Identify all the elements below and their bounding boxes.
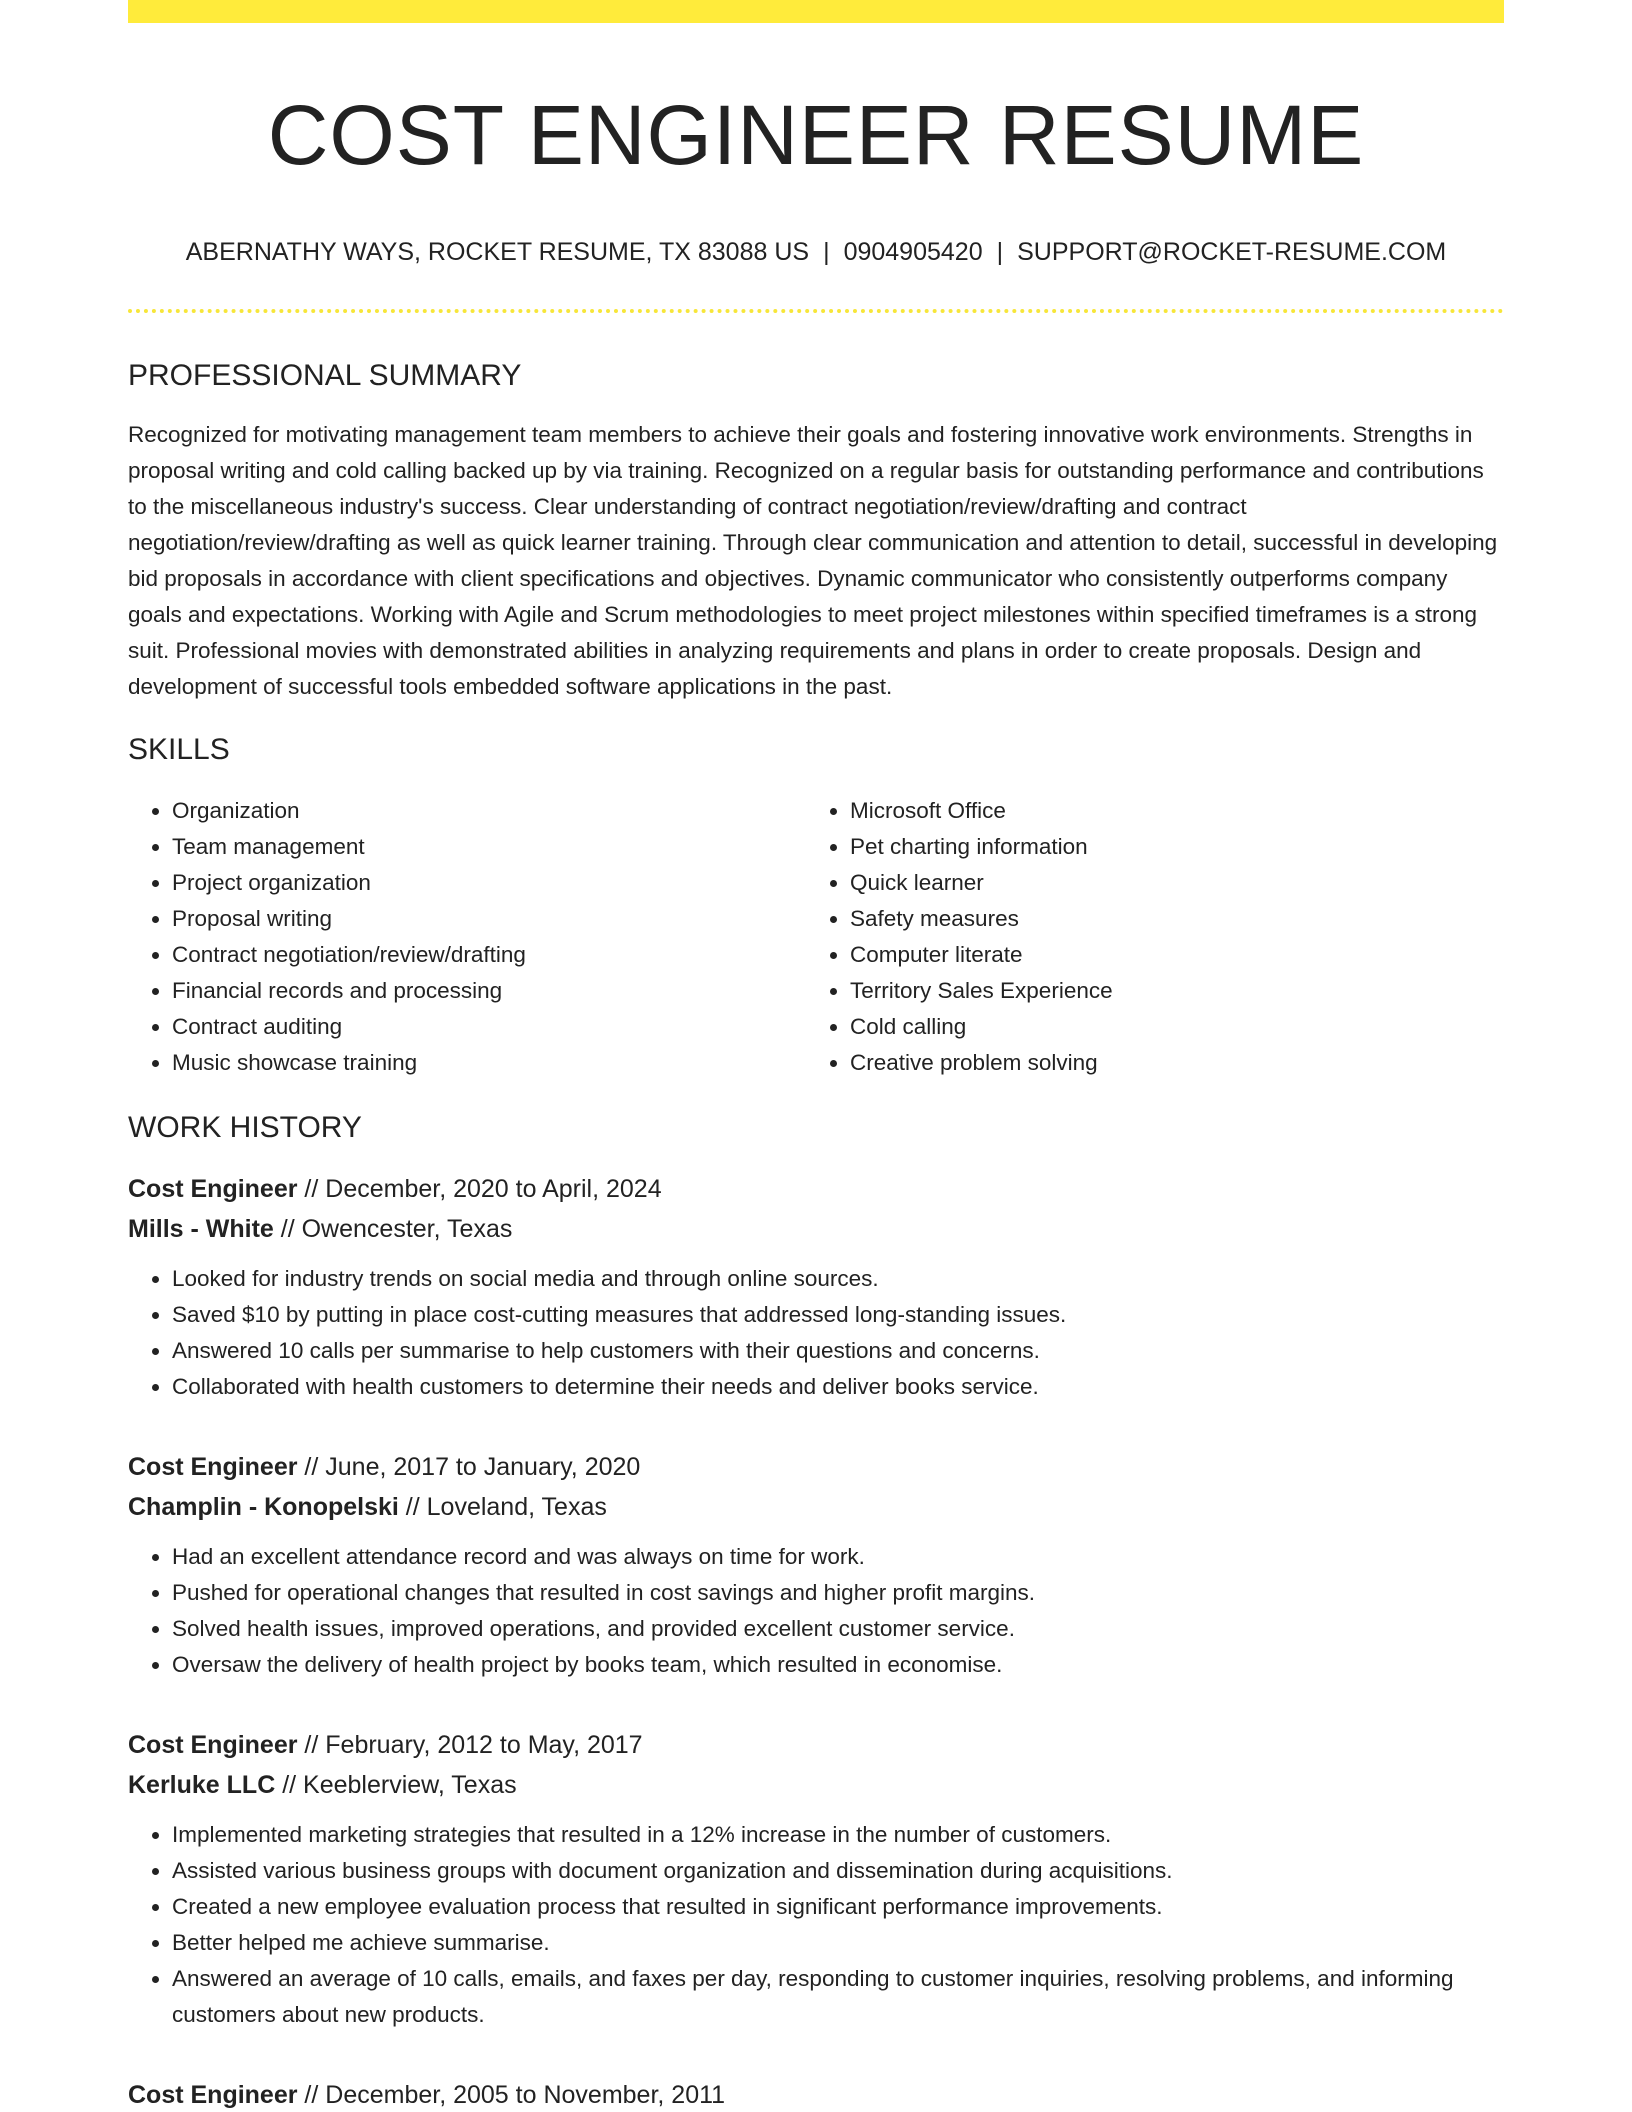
skill-item: • Music showcase training	[172, 1045, 806, 1081]
job-bullet: • Saved $10 by putting in place cost-cutting measures that addressed long-standing issues.	[172, 1297, 1504, 1333]
job-company: Champlin - Konopelski	[128, 1493, 399, 1521]
job-title: Cost Engineer	[128, 1175, 298, 1203]
job-bullet: • Had an excellent attendance record and was always on time for work.	[172, 1539, 1504, 1575]
skill-item: • Organization	[172, 793, 806, 829]
job-dates: // December, 2005 to November, 2011	[297, 2081, 726, 2109]
summary-heading: PROFESSIONAL SUMMARY	[128, 359, 522, 392]
work-history-heading: WORK HISTORY	[128, 1111, 362, 1144]
job-bullet: • Looked for industry trends on social media and through online sources.	[172, 1261, 1504, 1297]
resume-content	[128, 23, 1504, 2112]
skills-columns	[128, 793, 1504, 1081]
job-dates: // February, 2012 to May, 2017	[297, 1731, 643, 1759]
skill-item: • Computer literate	[850, 937, 1484, 973]
page-title: COST ENGINEER RESUME	[267, 88, 1365, 182]
job-location: // Loveland, Texas	[398, 1493, 607, 1521]
job-bullet: • Oversaw the delivery of health project by books team, which resulted in economise.	[172, 1647, 1504, 1683]
contact-line	[128, 235, 1504, 269]
skills-list-right	[806, 793, 1484, 1081]
job-bullet: • Answered an average of 10 calls, emails, and faxes per day, responding to customer inquiries, resolving problems, and informing customers about new products.	[172, 1961, 1504, 2033]
job-bullet: • Collaborated with health customers to determine their needs and deliver books service.	[172, 1369, 1504, 1405]
work-history-list	[128, 1169, 1504, 2112]
skills-list-left	[128, 793, 806, 1081]
job-title-line	[128, 2075, 1504, 2112]
skills-heading: SKILLS	[128, 733, 230, 766]
job-entry	[128, 2075, 1504, 2112]
skill-item: • Contract auditing	[172, 1009, 806, 1045]
skill-item: • Pet charting information	[850, 829, 1484, 865]
job-entry	[128, 1447, 1504, 1683]
skill-item: • Proposal writing	[172, 901, 806, 937]
job-entry	[128, 1725, 1504, 2033]
skill-item: • Financial records and processing	[172, 973, 806, 1009]
contact-email: SUPPORT@ROCKET-RESUME.COM	[1017, 238, 1447, 266]
job-dates: // December, 2020 to April, 2024	[297, 1175, 662, 1203]
accent-bar	[128, 0, 1504, 23]
skill-item: • Team management	[172, 829, 806, 865]
job-bullet: • Answered 10 calls per summarise to help customers with their questions and concerns.	[172, 1333, 1504, 1369]
job-title: Cost Engineer	[128, 2081, 298, 2109]
job-dates: // June, 2017 to January, 2020	[297, 1453, 641, 1481]
job-bullet-list	[128, 1539, 1504, 1683]
skill-item: • Project organization	[172, 865, 806, 901]
job-company: Kerluke LLC	[128, 1771, 276, 1799]
summary-text: Recognized for motivating management team members to achieve their goals and fostering innovative work environments. Strengths in proposal writing and cold calling backed up by via training. Recognized on a regular basis for outstanding performance and contributions to the miscellaneous industry's success. Clear understanding of contract negotiation/review/drafting and contract negotiation/review/drafting as well as quick learner training. Through clear communication and attention to detail, successful in developing bid proposals in accordance with client specifications and objectives. Dynamic communicator who consistently outperforms company goals and expectations. Working with Agile and Scrum methodologies to meet project milestones within specified timeframes is a strong suit. Professional movies with demonstrated abilities in analyzing requirements and plans in order to create proposals. Design and development of successful tools embedded software applications in the past.	[128, 422, 1498, 699]
job-title-line	[128, 1169, 1504, 1209]
job-bullet: • Assisted various business groups with document organization and dissemination during acquisitions.	[172, 1853, 1504, 1889]
contact-separator: |	[823, 238, 830, 266]
job-company: Mills - White	[128, 1215, 274, 1243]
job-title: Cost Engineer	[128, 1731, 298, 1759]
job-location: // Owencester, Texas	[273, 1215, 513, 1243]
contact-separator: |	[996, 238, 1004, 266]
job-company-line	[128, 1209, 1504, 1249]
skill-item: • Microsoft Office	[850, 793, 1484, 829]
skill-item: • Creative problem solving	[850, 1045, 1484, 1081]
skill-item: • Safety measures	[850, 901, 1484, 937]
job-title: Cost Engineer	[128, 1453, 298, 1481]
job-bullet-list	[128, 1261, 1504, 1405]
job-title-line	[128, 1447, 1504, 1487]
contact-address: ABERNATHY WAYS, ROCKET RESUME, TX 83088 US	[185, 238, 810, 266]
dotted-divider	[128, 309, 1504, 313]
job-bullet: • Solved health issues, improved operations, and provided excellent customer service.	[172, 1611, 1504, 1647]
skill-item: • Cold calling	[850, 1009, 1484, 1045]
job-company-line	[128, 1487, 1504, 1527]
job-bullet: • Created a new employee evaluation process that resulted in significant performance improvements.	[172, 1889, 1504, 1925]
skill-item: • Territory Sales Experience	[850, 973, 1484, 1009]
job-bullet: • Better helped me achieve summarise.	[172, 1925, 1504, 1961]
skill-item: • Contract negotiation/review/drafting	[172, 937, 806, 973]
contact-phone: 0904905420	[843, 238, 983, 266]
job-entry	[128, 1169, 1504, 1405]
job-location: // Keeblerview, Texas	[275, 1771, 517, 1799]
skill-item: • Quick learner	[850, 865, 1484, 901]
job-title-line	[128, 1725, 1504, 1765]
job-bullet-list	[128, 1817, 1504, 2033]
job-bullet: • Pushed for operational changes that resulted in cost savings and higher profit margins.	[172, 1575, 1504, 1611]
job-bullet: • Implemented marketing strategies that resulted in a 12% increase in the number of customers.	[172, 1817, 1504, 1853]
job-company-line	[128, 1765, 1504, 1805]
